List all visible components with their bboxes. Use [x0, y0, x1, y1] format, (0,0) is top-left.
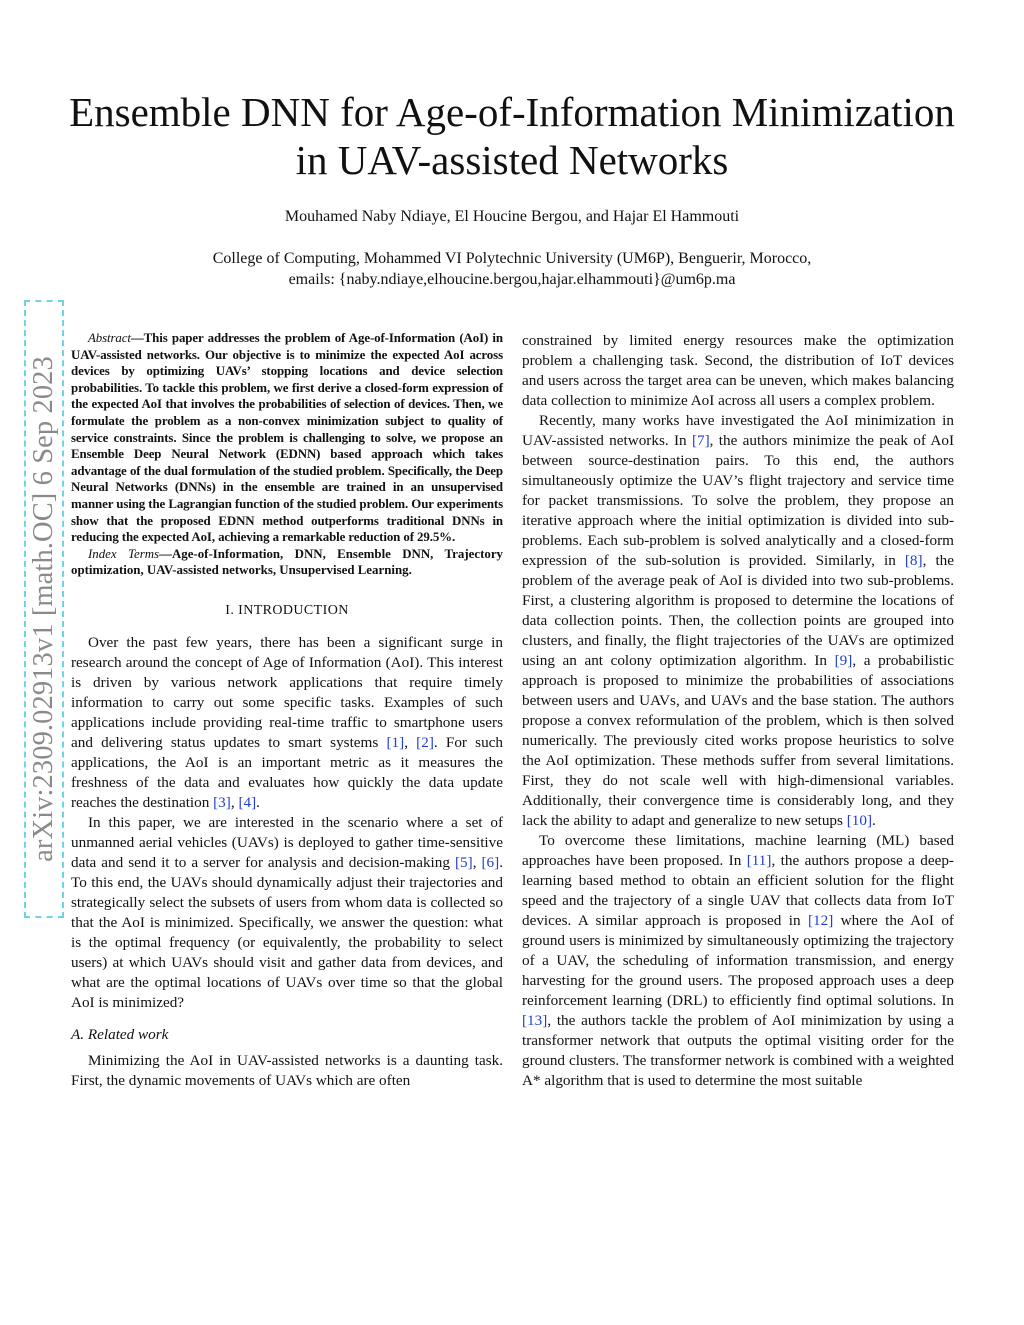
text-run: where the AoI of ground users is minimized by simultaneously optimizing the trajectory of a UAV, the scheduling of information transmission, and energy harvesting for the ground users. The proposed approach uses a deep reinforcement learning (DRL) to efficiently find optimal solutions. In [522, 912, 954, 1009]
affiliation [0, 248, 1024, 290]
right-paragraph-2 [522, 411, 954, 831]
citation-link[interactable]: [9] [834, 652, 853, 669]
text-run: . For such applications, the AoI is an important metric as it measures the freshness of the data and evaluates how quickly the data update reaches the destination [71, 733, 503, 811]
intro-paragraph-1 [71, 633, 503, 813]
right-column [522, 331, 954, 1091]
citation-link[interactable]: [5] [454, 853, 473, 871]
abstract [71, 330, 503, 546]
text-run: , the problem of the average peak of AoI is divided into two sub-problems. First, a clustering algorithm is proposed to determine the locations of data collection points. Then, the collection points are grouped into clusters, and finally, the flight trajectories of the UAVs are optimized using an ant colony optimization algorithm. In [522, 552, 954, 669]
title-line-2: in UAV-assisted Networks [295, 137, 729, 183]
citation-link[interactable]: [10] [846, 812, 873, 829]
text-run: , [404, 733, 417, 751]
subsection-heading-related-work: A. Related work [71, 1025, 169, 1043]
citation-link[interactable]: [7] [691, 432, 710, 449]
affiliation-line-1: College of Computing, Mohammed VI Polytechnic University (UM6P), Benguerir, Morocco, [212, 250, 812, 267]
left-column [71, 330, 503, 1091]
text-run: . To this end, the UAVs should dynamically adjust their trajectories and strategically select the subsets of users from whom data is collected so that the AoI is minimized. Specifically, we answer the question: what is the optimal frequency (or equivalently, the probability to select users) at which UAVs should visit and gather data from devices, and what are the optimal locations of UAVs over time so that the global AoI is minimized? [71, 853, 504, 1011]
text-run: Recently, many works have investigated the AoI minimization in UAV-assisted networks. In [522, 412, 954, 449]
text-run: , the authors propose a deep-learning based method to obtain an efficient solution for the flight speed and the trajectory of a single UAV that collects data from IoT devices. A similar approach is proposed in [522, 852, 954, 929]
citation-link[interactable]: [8] [904, 552, 923, 569]
citation-link[interactable]: [2] [416, 733, 434, 751]
index-terms-text: —Age-of-Information, DNN, Ensemble DNN, Trajectory optimization, UAV-assisted networks, Unsupervised Learning. [71, 546, 503, 578]
right-paragraph-1: constrained by limited energy resources make the optimization problem a challenging task. Second, the distribution of IoT devices and users across the target area can be uneven, which makes balancing data collection to minimize AoI across all users a complex problem. [522, 332, 954, 409]
citation-link[interactable]: [3] [213, 793, 231, 811]
section-heading-introduction: I. INTRODUCTION [225, 602, 349, 618]
text-run: . [872, 812, 876, 829]
citation-link[interactable]: [1] [386, 733, 405, 751]
arxiv-stamp [24, 300, 64, 918]
text-run: . [256, 793, 260, 811]
index-terms-lead: Index Terms [88, 546, 160, 561]
related-work-paragraph: Minimizing the AoI in UAV-assisted networks is a daunting task. First, the dynamic movements of UAVs which are often [71, 1051, 503, 1089]
paper-title [40, 88, 984, 184]
text-run: In this paper, we are interested in the scenario where a set of unmanned aerial vehicles (UAVs) is deployed to gather time-sensitive data and send it to a server for analysis and decision-making [71, 813, 503, 871]
citation-link[interactable]: [4] [238, 793, 257, 811]
affiliation-emails: emails: {naby.ndiaye,elhoucine.bergou,hajar.elhammouti}@um6p.ma [288, 271, 736, 288]
citation-link[interactable]: [6] [481, 853, 500, 871]
text-run: To overcome these limitations, machine learning (ML) based approaches have been proposed. In [522, 832, 954, 869]
text-run: , [472, 853, 482, 871]
citation-link[interactable]: [12] [807, 912, 834, 929]
arxiv-id: arXiv:2309.02913v1 [math.OC] 6 Sep 2023 [28, 356, 59, 862]
title-line-1: Ensemble DNN for Age-of-Information Minimization [69, 89, 955, 135]
authors: Mouhamed Naby Ndiaye, El Houcine Bergou, and Hajar El Hammouti [284, 208, 740, 225]
citation-link[interactable]: [13] [522, 1012, 548, 1029]
text-run: , [230, 793, 239, 811]
text-run: , the authors tackle the problem of AoI minimization by using a transformer network that outputs the optimal visiting order for the ground clusters. The transformer network is combined with a weighted A* algorithm that is used to determine the most suitable [522, 1012, 954, 1089]
citation-link[interactable]: [11] [746, 852, 772, 869]
abstract-lead: Abstract [88, 331, 131, 345]
text-run: , a probabilistic approach is proposed to minimize the probabilities of associations between users and UAVs, and UAVs and the base station. The authors propose a convex reformulation of the problem, which is then solved numerically. The previously cited works propose heuristics to solve the AoI optimization. These methods suffer from several limitations. First, they do not scale well with high-dimensional variables. Additionally, their convergence time is considerably long, and they lack the ability to adapt and generalize to new setups [522, 652, 954, 829]
abstract-text: —This paper addresses the problem of Age-of-Information (AoI) in UAV-assisted networks. Our objective is to minimize the expected AoI across devices by optimizing UAVs’ stopping locations and device selection probabilities. To tackle this problem, we first derive a closed-form expression of the expected AoI that involves the probabilities of selection of devices. Then, we formulate the problem as a non-convex minimization subject to quality of service constraints. Since the problem is challenging to solve, we propose an Ensemble Deep Neural Network (EDNN) based approach which takes advantage of the dual formulation of the studied problem. Specifically, the Deep Neural Networks (DNNs) in the ensemble are trained in an unsupervised manner using the Lagrangian function of the studied problem. Our experiments show that the proposed EDNN method outperforms traditional DNNs in reducing the expected AoI, achieving a remarkable reduction of 29.5%. [71, 331, 503, 545]
index-terms [71, 546, 503, 579]
text-run: , the authors minimize the peak of AoI between source-destination pairs. To this end, the authors simultaneously optimize the UAV’s flight trajectory and service time for packet transmissions. To solve the problem, they propose an iterative approach where the initial optimization is divided into sub-problems. Each sub-problem is solved analytically and a closed-form expression of the sub-solution is provided. Similarly, in [522, 432, 955, 569]
intro-paragraph-2 [71, 813, 503, 1013]
right-paragraph-3 [522, 831, 954, 1091]
text-run: Over the past few years, there has been a significant surge in research around the concept of Age of Information (AoI). This interest is driven by various network applications that require timely information to carry out some specific tasks. Examples of such applications include providing real-time traffic to smartphone users and delivering status updates to smart systems [71, 633, 503, 751]
